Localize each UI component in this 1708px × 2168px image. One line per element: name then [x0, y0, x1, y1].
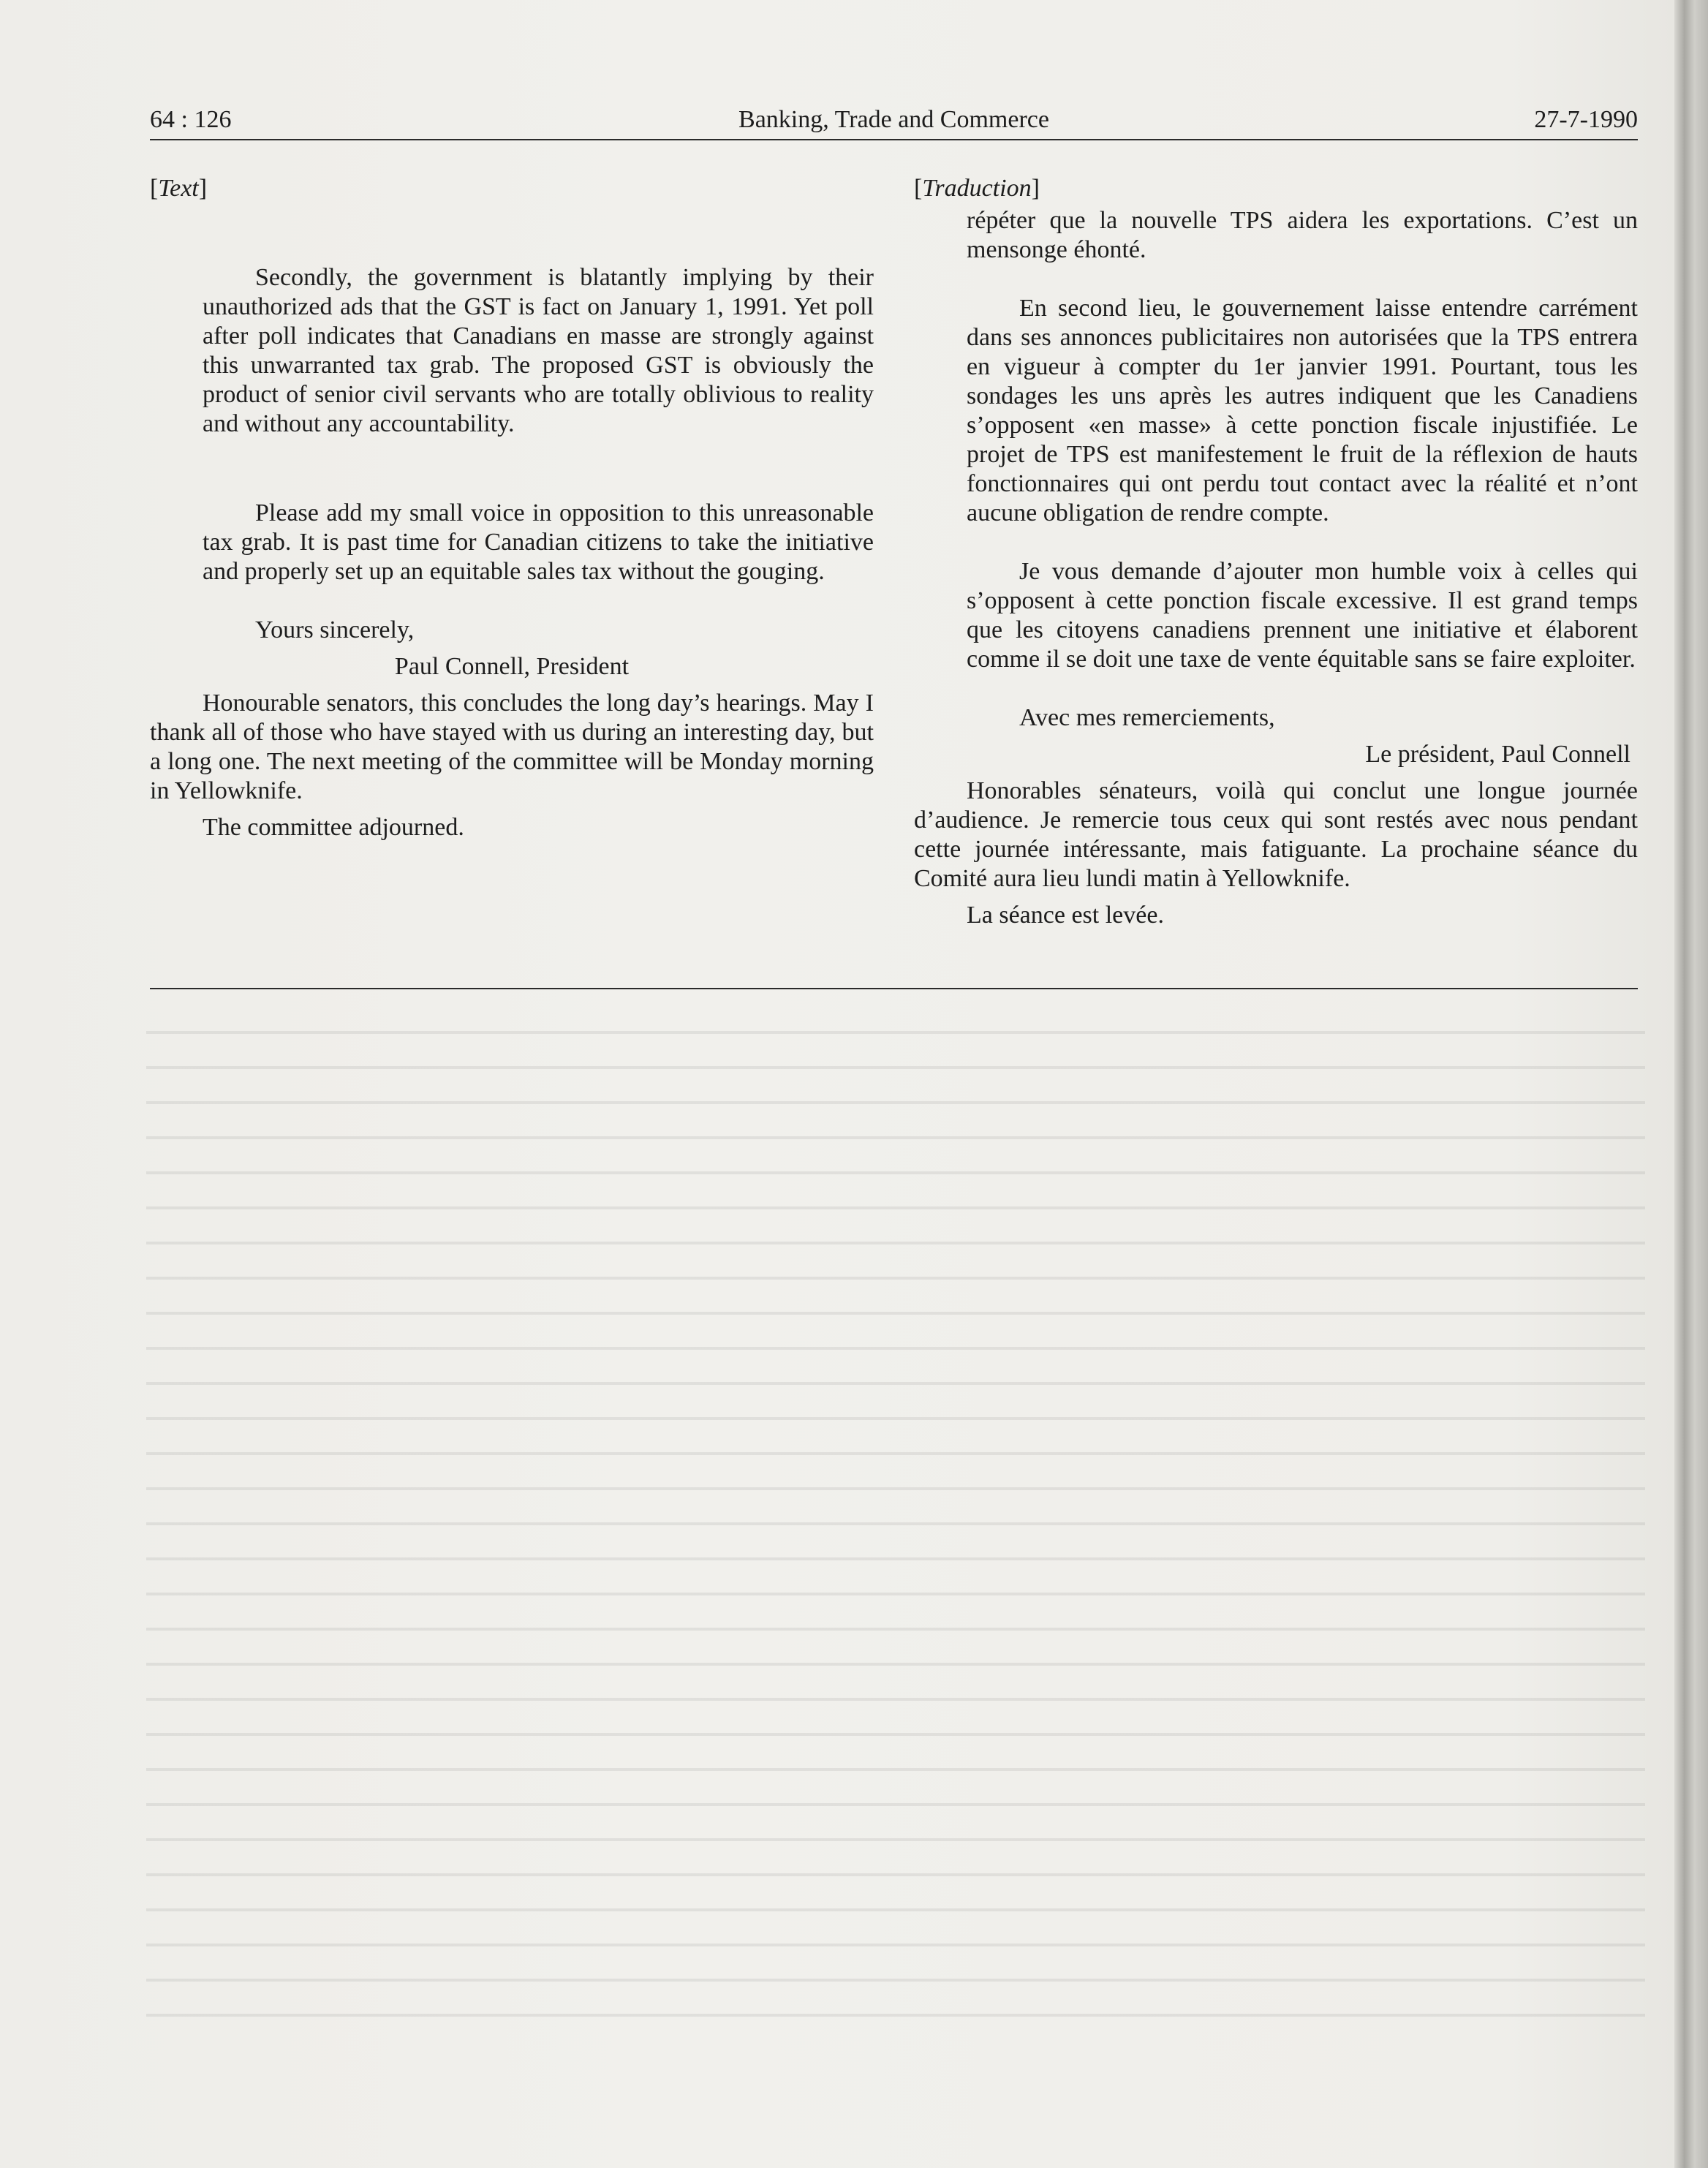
french-letter-paragraph-1: En second lieu, le gouvernement laisse entendre carrément dans ses annonces publicitaires non autorisées que la TPS entrera en vigueur à compter du 1er janvier 1991. Pourtant, tous les sondages les uns après les autres indiquent que les Canadiens s’opposent «en masse» à cette ponction fiscale injustifiée. Le projet de TPS est manifestement le fruit de la réflexion de hauts fonctionnaires qui ont perdu tout contact avec la réalité et n’ont aucune obligation de rendre compte. — [967, 295, 1638, 526]
french-continued-paragraph: répéter que la nouvelle TPS aidera les exportations. C’est un mensonge éhonté. — [967, 207, 1638, 263]
page-date: 27-7-1990 — [1534, 106, 1638, 133]
english-chair-remarks: Honourable senators, this concludes the long day’s hearings. May I thank all of those who have stayed with us during an interesting day, but a long one. The next meeting of the committee will be Monday morning in Yellowknife. — [150, 690, 874, 804]
english-adjournment: The committee adjourned. — [203, 814, 464, 841]
english-column-label: [Text] — [150, 175, 208, 202]
english-letter-paragraph-1: Secondly, the government is blatantly implying by their unauthorized ads that the GST is fact on January 1, 1991. Yet poll after poll indicates that Canadians en masse are strongly against this unwarranted tax grab. The proposed GST is obviously the product of senior civil servants who are totally oblivious to reality and without any accountability. — [203, 264, 874, 437]
french-closing: Avec mes remerciements, — [1019, 704, 1275, 731]
english-column — [150, 174, 874, 842]
french-letter-paragraph-2: Je vous demande d’ajouter mon humble voix à celles qui s’opposent à cette ponction fiscale excessive. Il est grand temps que les citoyens canadiens prennent une initiative et élaborent comme il se doit une taxe de vente équitable sans se faire exploiter. — [967, 558, 1638, 673]
publication-title: Banking, Trade and Commerce — [738, 106, 1049, 133]
english-letter-paragraph-2: Please add my small voice in opposition to this unreasonable tax grab. It is past time for Canadian citizens to take the initiative and properly set up an equitable sales tax without the gouging. — [203, 499, 874, 585]
header-rule — [150, 139, 1638, 140]
french-signature: Le président, Paul Connell — [1365, 741, 1630, 768]
french-adjournment: La séance est levée. — [967, 902, 1164, 929]
english-closing: Yours sincerely, — [255, 616, 415, 643]
french-column — [914, 174, 1638, 930]
page-edge — [1674, 0, 1708, 2168]
page-reference: 64 : 126 — [150, 106, 232, 133]
french-chair-remarks: Honorables sénateurs, voilà qui conclut une longue journée d’audience. Je remercie tous ceux qui sont restés avec nous pendant cette journée intéressante, mais fatiguante. La prochaine séance du Comité aura lieu lundi matin à Yellowknife. — [914, 777, 1638, 892]
end-of-proceedings-rule — [150, 988, 1638, 989]
english-signature: Paul Connell, President — [394, 653, 630, 680]
french-column-label: [Traduction] — [914, 175, 1040, 202]
running-head — [150, 101, 1638, 139]
